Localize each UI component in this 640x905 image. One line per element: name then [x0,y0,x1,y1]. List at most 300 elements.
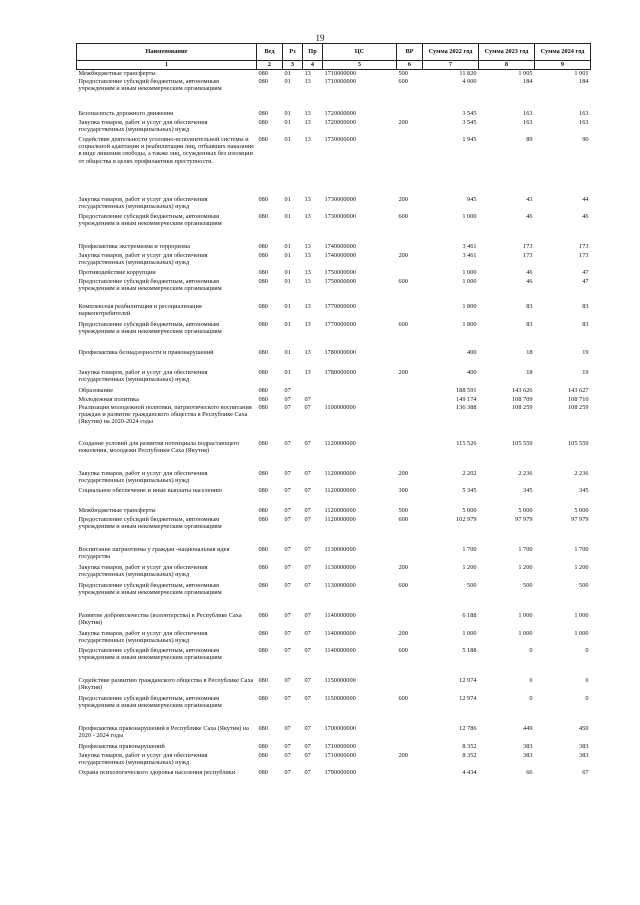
row-ved: 080 [258,118,268,126]
row-sum-2022: 1 800 [462,320,477,328]
row-ved: 080 [258,348,268,356]
row-rz: 07 [284,751,291,759]
table-row [77,119,591,136]
row-ved: 080 [258,676,268,684]
row-rz: 07 [284,403,291,411]
row-vr: 500 [398,70,408,77]
row-sum-2022: 102 979 [456,515,477,523]
row-cs: 1100000000 [324,403,356,411]
row-name: Профилактика безнадзорности и правонарушений [78,348,214,356]
column-index: 3 [283,61,303,70]
row-sum-2022: 1 800 [462,302,477,310]
row-name: Закупка товаров, работ и услуг для обеспечения государственных (муниципальных) нужд [78,469,208,484]
row-rz: 07 [284,742,291,750]
page-number: 19 [315,33,325,43]
row-name: Образование [78,386,114,394]
row-rz: 07 [284,486,291,494]
row-vr [397,243,423,252]
row-sum-2024: 47 [582,268,589,276]
row-sum-2023: 108 709 [512,395,533,403]
row-name: Закупка товаров, работ и услуг для обеспечения государственных (муниципальных) нужд [78,251,208,266]
row-ved: 080 [258,277,268,285]
row-vr [397,546,423,564]
header-ved: Вед [257,44,283,61]
row-rz: 07 [284,676,291,684]
row-name: Профилактика экстремизма и терроризма [78,242,190,250]
row-sum-2023: 383 [523,751,533,759]
row-rz: 07 [284,581,291,589]
row-name: Предоставление субсидий бюджетным, автономным учреждениям и иным некоммерческим организациям [78,694,222,709]
row-cs: 1150000000 [324,694,356,702]
row-rz: 07 [284,611,291,619]
row-pr: 07 [304,742,311,750]
row-sum-2023: 184 [523,77,533,85]
column-index: 7 [423,61,479,70]
row-sum-2022: 6 188 [462,611,477,619]
header-rz: Рз [283,44,303,61]
row-sum-2024: 105 559 [568,439,589,447]
row-rz: 07 [284,386,291,394]
row-cs: 1130000000 [324,563,356,571]
row-sum-2022: 5 345 [462,486,477,494]
row-name: Содействие развитию гражданского общества в Республике Саха (Якутия) [78,676,254,691]
row-rz: 01 [284,268,291,276]
row-sum-2022: 400 [467,348,477,356]
row-sum-2022: 149 174 [456,395,477,403]
row-name: Межбюджетные трансферты [78,506,156,514]
row-pr: 07 [304,611,311,619]
row-ved: 080 [258,212,268,220]
row-sum-2024: 500 [579,581,589,589]
row-sum-2024: 383 [579,751,589,759]
row-sum-2024: 47 [582,277,589,285]
column-index: 8 [479,61,535,70]
row-sum-2022: 8 352 [462,742,477,750]
row-sum-2022: 11 820 [459,70,477,77]
header-cs: ЦС [323,44,397,61]
row-ved: 080 [258,742,268,750]
row-rz: 07 [284,545,291,553]
row-ved: 080 [258,469,268,477]
row-vr: 600 [398,581,408,589]
table-row [77,213,591,243]
row-cs: 1730000000 [324,135,356,143]
column-index: 2 [257,61,283,70]
row-sum-2023: 1 200 [518,563,533,571]
row-ved: 080 [258,515,268,523]
row-cs: 1120000000 [324,515,356,523]
table-row [77,612,591,630]
row-sum-2024: 0 [585,676,589,684]
row-sum-2022: 3 545 [462,109,477,117]
row-ved: 080 [258,403,268,411]
row-sum-2024: 1 200 [574,563,589,571]
row-pr [303,387,323,396]
row-sum-2022: 3 545 [462,118,477,126]
row-sum-2022: 188 591 [456,386,477,394]
row-cs: 1740000000 [324,251,356,259]
row-pr: 07 [304,395,311,403]
row-sum-2023: 83 [526,302,533,310]
row-cs [323,396,397,404]
row-sum-2022: 4 434 [462,768,477,776]
row-pr: 13 [304,70,311,77]
row-sum-2024: 108 710 [568,395,589,403]
row-sum-2022: 1 200 [462,563,477,571]
row-ved: 080 [258,545,268,553]
row-cs: 1120000000 [324,439,356,447]
row-cs: 1140000000 [324,646,356,654]
row-rz: 07 [284,506,291,514]
row-name: Развитие добровольчества (волонтерства) в Республике Саха (Якутия) [78,611,242,626]
row-sum-2022: 400 [467,368,477,376]
row-rz: 07 [284,724,291,732]
row-ved: 080 [258,694,268,702]
row-ved: 080 [258,77,268,85]
row-sum-2022: 1 000 [462,268,477,276]
row-sum-2023: 143 626 [512,386,533,394]
row-cs: 1120000000 [324,506,356,514]
row-ved: 080 [258,135,268,143]
row-pr: 07 [304,403,311,411]
row-name: Безопасность дорожного движения [78,109,173,117]
row-rz: 01 [284,118,291,126]
row-vr: 200 [398,195,408,203]
row-rz: 07 [284,768,291,776]
row-sum-2023: 105 559 [512,439,533,447]
row-rz: 07 [284,395,291,403]
row-name: Создание условий для развития потенциала подрастающего поколения, молодежи Республики Саха (Якутия) [78,439,240,454]
row-ved: 080 [258,563,268,571]
row-name: Противодействие коррупции [78,268,156,276]
row-name: Охрана психологического здоровья населения республики [78,768,236,776]
row-ved: 080 [258,724,268,732]
row-ved: 080 [258,386,268,394]
row-name: Закупка товаров, работ и услуг для обеспечения государственных (муниципальных) нужд [78,751,208,766]
table-row [77,546,591,564]
row-ved: 080 [258,629,268,637]
table-body [77,70,591,787]
row-sum-2023: 89 [526,135,533,143]
row-sum-2023: 18 [526,348,533,356]
row-vr: 600 [398,212,408,220]
row-vr [397,303,423,321]
row-rz: 07 [284,515,291,523]
row-sum-2023: 1 700 [518,545,533,553]
row-sum-2023: 173 [523,242,533,250]
row-pr: 13 [304,109,311,117]
row-ved: 080 [258,368,268,376]
row-rz: 01 [284,348,291,356]
table-row [77,743,591,752]
row-cs: 1120000000 [324,486,356,494]
table-row [77,278,591,303]
row-pr: 13 [304,277,311,285]
row-vr: 500 [398,506,408,514]
row-sum-2024: 0 [585,646,589,654]
row-name: Межбюджетные трансферты [78,70,156,77]
row-vr: 200 [398,469,408,477]
row-sum-2022: 4 000 [462,77,477,85]
row-vr: 200 [398,563,408,571]
row-cs: 1750000000 [324,268,356,276]
table-row [77,303,591,321]
row-sum-2023: 18 [526,368,533,376]
row-cs: 1770000000 [324,302,356,310]
row-name: Закупка товаров, работ и услуг для обеспечения государственных (муниципальных) нужд [78,368,208,383]
row-sum-2023: 46 [526,212,533,220]
row-sum-2024: 450 [579,724,589,732]
row-vr: 200 [398,368,408,376]
row-cs: 1710000000 [324,70,356,77]
row-sum-2024: 143 627 [568,386,589,394]
row-sum-2023: 66 [526,768,533,776]
table-row [77,516,591,546]
row-ved: 080 [258,581,268,589]
row-sum-2024: 173 [579,251,589,259]
header-sum-2022: Сумма 2022 год [423,44,479,61]
row-sum-2022: 8 352 [462,751,477,759]
row-pr: 13 [304,251,311,259]
table-row [77,349,591,369]
row-pr: 07 [304,694,311,702]
row-sum-2023: 83 [526,320,533,328]
row-pr: 13 [304,320,311,328]
row-sum-2022: 5 000 [462,506,477,514]
row-sum-2022: 3 461 [462,242,477,250]
row-sum-2024: 19 [582,368,589,376]
column-index: 9 [535,61,591,70]
row-vr: 200 [398,251,408,259]
row-rz: 01 [284,109,291,117]
row-sum-2024: 1 001 [574,70,589,77]
table-row [77,252,591,269]
row-sum-2023: 0 [529,646,533,654]
row-pr: 07 [304,751,311,759]
table-row [77,752,591,769]
row-vr: 600 [398,77,408,85]
row-vr [397,396,423,404]
row-vr [397,136,423,196]
row-rz: 01 [284,368,291,376]
row-rz: 07 [284,694,291,702]
row-sum-2023: 97 979 [515,515,533,523]
row-rz: 07 [284,439,291,447]
row-vr: 600 [398,277,408,285]
row-sum-2024: 5 000 [574,506,589,514]
row-rz: 07 [284,563,291,571]
column-index: 6 [397,61,423,70]
table-row [77,136,591,196]
row-sum-2022: 1 000 [462,212,477,220]
row-cs: 1720000000 [324,109,356,117]
row-vr: 600 [398,515,408,523]
row-sum-2023: 345 [523,486,533,494]
row-sum-2024: 2 236 [574,469,589,477]
row-sum-2024: 383 [579,742,589,750]
row-pr: 07 [304,768,311,776]
row-vr: 200 [398,629,408,637]
table-row [77,396,591,404]
row-pr: 07 [304,724,311,732]
table-row [77,369,591,387]
row-vr: 600 [398,646,408,654]
table-row [77,269,591,278]
table-row [77,404,591,440]
row-ved: 080 [258,646,268,654]
row-sum-2024: 97 979 [571,515,589,523]
row-pr: 07 [304,506,311,514]
row-rz: 01 [284,135,291,143]
table-row [77,487,591,507]
row-rz: 01 [284,251,291,259]
row-rz: 01 [284,242,291,250]
row-vr: 600 [398,320,408,328]
row-cs: 1720000000 [324,118,356,126]
row-name: Профилактика правонарушений в Республике Саха (Якутия) на 2020 - 2024 годы [78,724,249,739]
row-vr [397,269,423,278]
row-sum-2024: 46 [582,212,589,220]
row-rz: 01 [284,77,291,85]
row-sum-2023: 163 [523,118,533,126]
row-sum-2022: 1 000 [462,629,477,637]
row-cs: 1150000000 [324,676,356,684]
row-vr [397,677,423,695]
row-ved: 080 [258,506,268,514]
row-sum-2024: 108 259 [568,403,589,411]
row-ved: 080 [258,486,268,494]
row-sum-2023: 108 259 [512,403,533,411]
row-sum-2022: 1 700 [462,545,477,553]
row-name: Молодежная политика [78,395,139,403]
table-row [77,470,591,487]
row-cs: 1710000000 [324,742,356,750]
row-pr: 07 [304,515,311,523]
row-rz: 01 [284,195,291,203]
row-cs: 1730000000 [324,212,356,220]
row-sum-2023: 5 000 [518,506,533,514]
table-row [77,196,591,213]
row-name: Предоставление субсидий бюджетным, автономным учреждениям и иным некоммерческим организациям [78,581,222,596]
row-sum-2022: 136 388 [456,403,477,411]
budget-table [76,43,591,787]
table-row [77,647,591,677]
row-pr: 13 [304,195,311,203]
row-name: Предоставление субсидий бюджетным, автономным учреждениям и иным некоммерческим организациям [78,646,222,661]
header-vr: ВР [397,44,423,61]
row-vr [397,725,423,743]
row-sum-2024: 19 [582,348,589,356]
row-sum-2023: 43 [526,195,533,203]
row-cs: 1700000000 [324,724,356,732]
row-ved: 080 [258,611,268,619]
row-pr: 13 [304,242,311,250]
table-row [77,725,591,743]
table-row [77,243,591,252]
row-pr: 13 [304,268,311,276]
column-index-row [77,61,591,70]
row-cs: 1770000000 [324,320,356,328]
row-cs: 1740000000 [324,242,356,250]
row-name: Содействие деятельности уголовно-исполнительной системы и социальной адаптации и реабилитации лиц, отбывших наказание в виде лишения свободы, а также лиц, осужденных без изоляции от общества в целях профилактики преступности. [78,135,254,165]
row-name: Реализация молодежной политики, патриотического воспитания граждан и развитие гражданского общества в Республике Саха (Якутия) на 2020-2024 годы [78,403,252,426]
row-ved: 080 [258,439,268,447]
row-sum-2023: 1 005 [518,70,533,77]
row-sum-2023: 46 [526,268,533,276]
row-pr: 07 [304,439,311,447]
row-sum-2024: 1 000 [574,629,589,637]
row-ved: 080 [258,395,268,403]
row-pr: 07 [304,563,311,571]
row-vr [397,612,423,630]
row-ved: 080 [258,70,268,77]
row-pr: 07 [304,486,311,494]
row-cs: 1790000000 [324,768,356,776]
row-name: Закупка товаров, работ и услуг для обеспечения государственных (муниципальных) нужд [78,195,208,210]
row-pr: 13 [304,135,311,143]
table-row [77,582,591,612]
row-pr: 07 [304,469,311,477]
table-row [77,677,591,695]
row-name: Воспитание патриотизма у граждан -национальная идея государства [78,545,230,560]
row-sum-2022: 3 461 [462,251,477,259]
column-index: 4 [303,61,323,70]
row-sum-2024: 83 [582,302,589,310]
row-vr [397,769,423,787]
row-sum-2022: 1 945 [462,135,477,143]
header-pr: Пр [303,44,323,61]
row-sum-2023: 0 [529,676,533,684]
row-name: Предоставление субсидий бюджетным, автономным учреждениям и иным некоммерческим организациям [78,320,222,335]
row-sum-2024: 345 [579,486,589,494]
row-cs: 1130000000 [324,545,356,553]
row-vr: 300 [398,486,408,494]
row-vr [397,404,423,440]
row-vr: 200 [398,118,408,126]
table-row [77,78,591,110]
header-name: Наименование [77,44,257,61]
row-pr: 13 [304,118,311,126]
row-ved: 080 [258,320,268,328]
row-cs: 1780000000 [324,368,356,376]
row-sum-2023: 173 [523,251,533,259]
table-row [77,321,591,349]
row-sum-2023: 0 [529,694,533,702]
column-index: 5 [323,61,397,70]
row-cs: 1140000000 [324,611,356,619]
row-vr: 200 [398,751,408,759]
row-cs: 1140000000 [324,629,356,637]
row-pr: 07 [304,646,311,654]
row-sum-2022: 12 974 [459,694,477,702]
row-vr [397,110,423,119]
row-sum-2023: 1 000 [518,629,533,637]
header-sum-2023: Сумма 2023 год [479,44,535,61]
row-pr: 13 [304,77,311,85]
table-row [77,440,591,470]
header-sum-2024: Сумма 2024 год [535,44,591,61]
row-vr [397,387,423,396]
row-rz: 01 [284,302,291,310]
row-ved: 080 [258,251,268,259]
row-name: Комплексная реабилитация и ресоциализация наркопотребителей [78,302,202,317]
row-ved: 080 [258,768,268,776]
row-sum-2023: 500 [523,581,533,589]
row-name: Предоставление субсидий бюджетным, автономным учреждениям и иным некоммерческим организациям [78,212,222,227]
table-row [77,110,591,119]
row-sum-2022: 945 [467,195,477,203]
table-row [77,507,591,516]
